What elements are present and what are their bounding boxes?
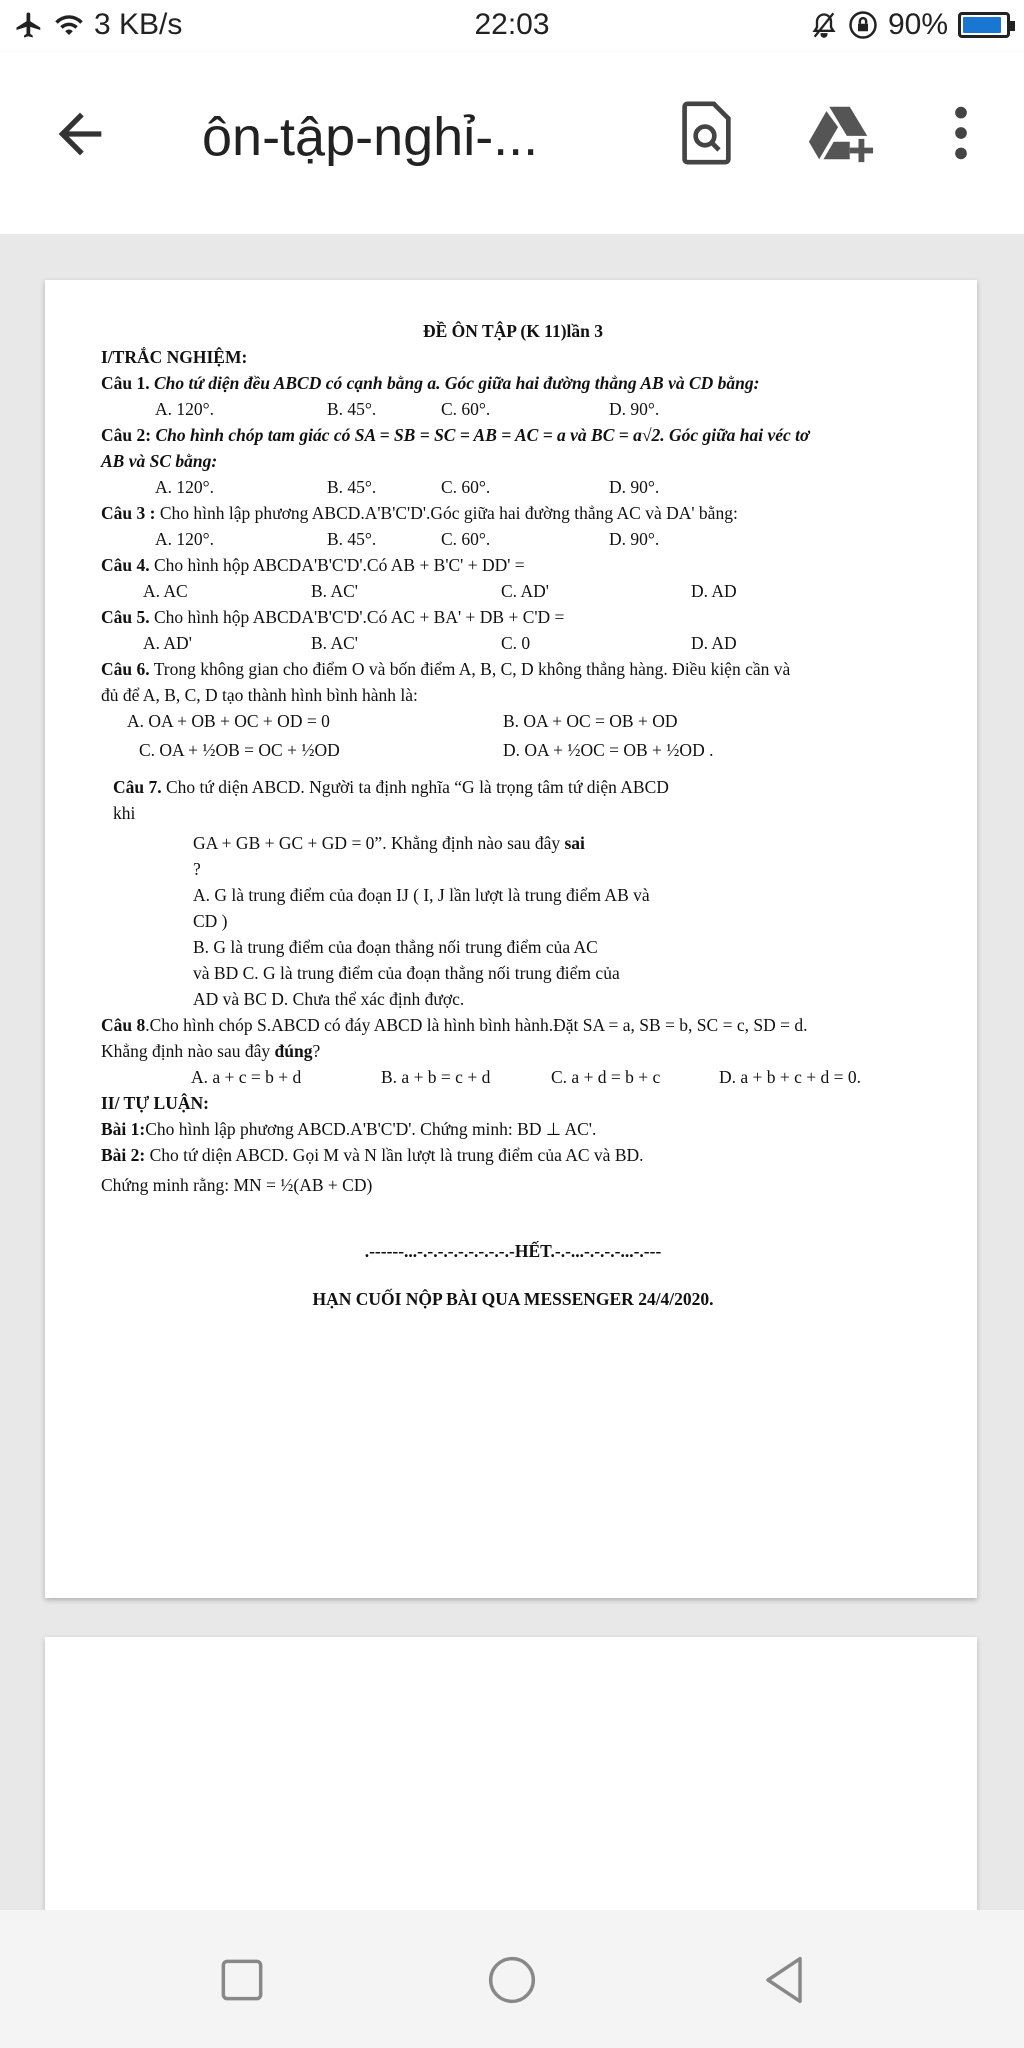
- answer-7a-cont: CD ): [193, 911, 228, 931]
- battery-icon: [958, 12, 1010, 38]
- answers-6b: C. OA + ½OB = OC + ½OD D. OA + ½OC = OB + ½OD .: [139, 740, 714, 760]
- document-viewer[interactable]: [0, 234, 1024, 1910]
- question-6-cont: đủ để A, B, C, D tạo thành hình bình hành là:: [101, 685, 418, 705]
- question-2: Câu 2: Cho hình chóp tam giác có SA = SB = SC = AB = AC = a và BC = a√2. Góc giữa hai véc tơ: [101, 425, 810, 445]
- more-vert-icon[interactable]: [926, 98, 996, 168]
- answer-7bc: và BD C. G là trung điểm của đoạn thẳng nối trung điểm của: [193, 963, 620, 983]
- question-7-qmark: ?: [193, 859, 201, 879]
- question-8: Câu 8.Cho hình chóp S.ABCD có đáy ABCD là hình bình hành.Đặt SA = a, SB = b, SC = c, SD = d.: [101, 1015, 808, 1035]
- status-bar: [0, 0, 1024, 52]
- question-7-cont: khi: [113, 803, 136, 823]
- battery-percent: 90%: [887, 8, 948, 41]
- section-multiple-choice: I/TRẮC NGHIỆM:: [101, 347, 248, 367]
- exercise-2-prove: Chứng minh rằng: MN = ½(AB + CD): [101, 1175, 373, 1195]
- answers-6a: A. OA + OB + OC + OD = 0 B. OA + OC = OB + OD: [127, 711, 678, 731]
- answer-7a: A. G là trung điểm của đoạn IJ ( I, J lần lượt là trung điểm AB và: [193, 885, 650, 905]
- end-marker: .------...-.-.-.-.-.-.-.-.-.-HẾT.-.-...-.-.-.-...-.---: [364, 1241, 662, 1261]
- clock: 22:03: [474, 8, 550, 41]
- question-8-cont: Khẳng định nào sau đây đúng?: [101, 1041, 321, 1061]
- question-3: Câu 3 : Cho hình lập phương ABCD.A'B'C'D'.Góc giữa hai đường thẳng AC và DA' bằng:: [101, 503, 738, 523]
- drive-add-icon[interactable]: [806, 98, 876, 168]
- question-7: Câu 7. Cho tứ diện ABCD. Người ta định nghĩa “G là trọng tâm tứ diện ABCD: [113, 777, 669, 797]
- document-title: ôn-tập-nghỉ-...: [202, 107, 539, 167]
- back-triangle-icon[interactable]: [752, 1948, 816, 2012]
- lock-rotation-icon: [848, 10, 878, 40]
- question-7-def: GA + GB + GC + GD = 0”. Khẳng định nào sau đây sai: [193, 833, 585, 853]
- battery-level: [963, 17, 1001, 33]
- back-arrow-icon[interactable]: [48, 102, 112, 166]
- answers-2: A. 120°. B. 45°. C. 60°. D. 90°.: [155, 477, 660, 497]
- answers-8: A. a + c = b + d B. a + b = c + d C. a + d = b + c D. a + b + c + d = 0.: [191, 1067, 862, 1087]
- status-right: [810, 8, 1010, 42]
- question-6: Câu 6. Trong không gian cho điểm O và bốn điểm A, B, C, D không thẳng hàng. Điều kiện cần và: [101, 659, 791, 679]
- system-nav-bar: [0, 1910, 1024, 2048]
- answer-7b: B. G là trung điểm của đoạn thẳng nối trung điểm của AC: [193, 937, 598, 957]
- section-essay: II/ TỰ LUẬN:: [101, 1093, 209, 1113]
- exercise-1: Bài 1:Cho hình lập phương ABCD.A'B'C'D'. Chứng minh: BD ⊥ AC'.: [101, 1119, 597, 1139]
- deadline-note: HẠN CUỐI NỘP BÀI QUA MESSENGER 24/4/2020.: [312, 1289, 714, 1309]
- document-page: [45, 280, 977, 1598]
- network-speed: 3 KB/s: [94, 8, 183, 41]
- home-circle-icon[interactable]: [480, 1948, 544, 2012]
- exam-title: ĐỀ ÔN TẬP (K 11)lần 3: [422, 321, 604, 341]
- question-1: Câu 1. Cho tứ diện đều ABCD có cạnh bằng a. Góc giữa hai đường thẳng AB và CD bằng:: [101, 373, 760, 393]
- answers-5: A. AD' B. AC' C. 0 D. AD: [143, 633, 737, 653]
- recents-square-icon[interactable]: [210, 1948, 274, 2012]
- doc-search-icon[interactable]: [670, 98, 740, 168]
- app-bar: [0, 52, 1024, 234]
- mute-icon: [810, 11, 838, 39]
- question-2-cont: AB và SC bằng:: [101, 451, 218, 471]
- answers-3: A. 120°. B. 45°. C. 60°. D. 90°.: [155, 529, 660, 549]
- answers-1: A. 120°. B. 45°. C. 60°. D. 90°.: [155, 399, 660, 419]
- answer-7cd: AD và BC D. Chưa thể xác định được.: [193, 989, 465, 1009]
- question-5: Câu 5. Cho hình hộp ABCDA'B'C'D'.Có AC + BA' + DB + C'D =: [101, 607, 565, 627]
- document-page-2: [45, 1637, 977, 1910]
- question-4: Câu 4. Cho hình hộp ABCDA'B'C'D'.Có AB + B'C' + DD' =: [101, 555, 525, 575]
- answers-4: A. AC B. AC' C. AD' D. AD: [143, 581, 737, 601]
- exercise-2: Bài 2: Cho tứ diện ABCD. Gọi M và N lần lượt là trung điểm của AC và BD.: [101, 1145, 644, 1165]
